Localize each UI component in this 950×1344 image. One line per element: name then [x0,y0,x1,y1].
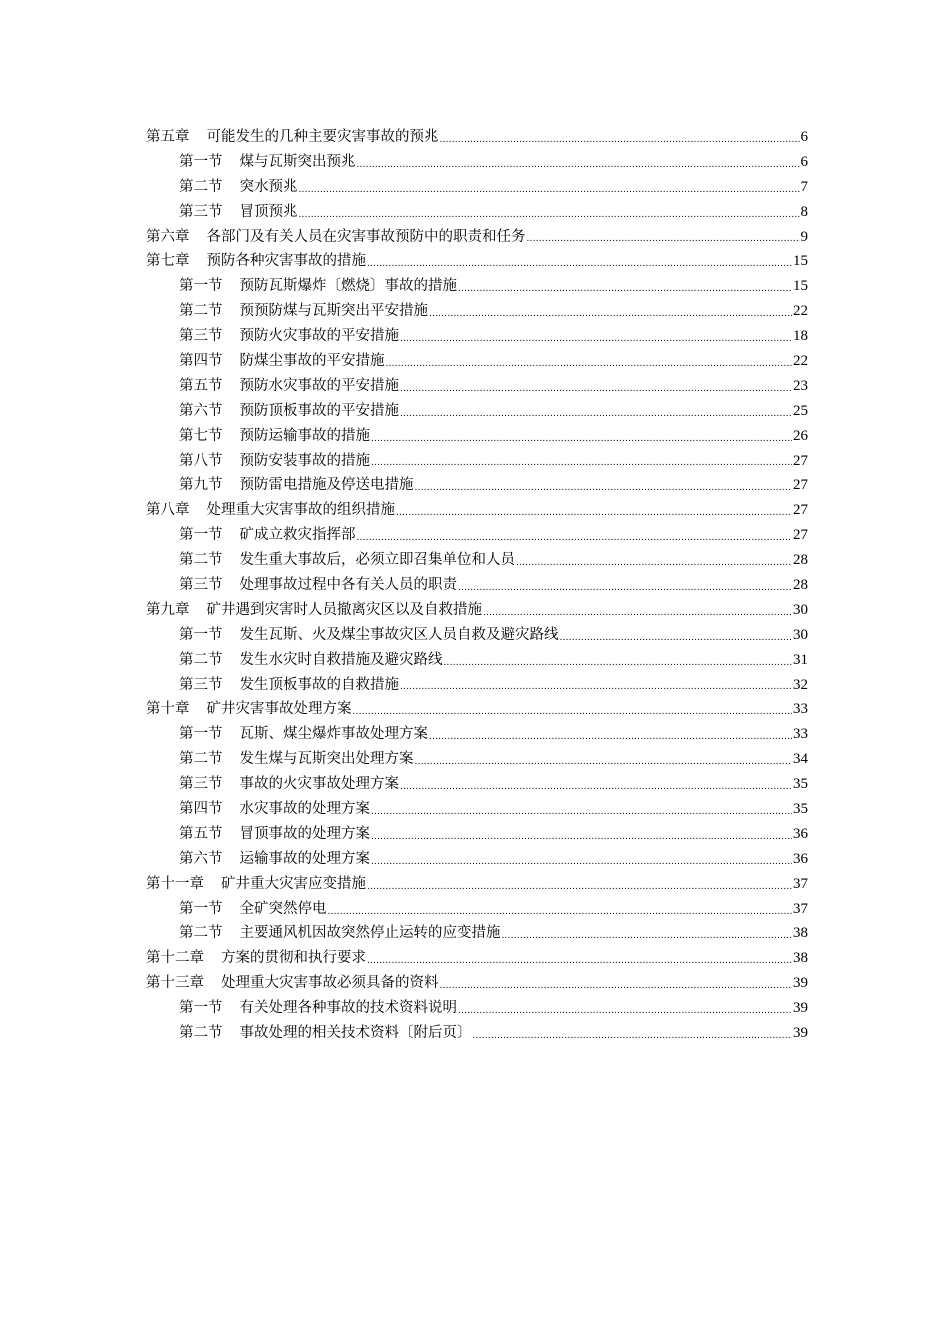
toc-page-number: 27 [793,527,808,544]
toc-page-number: 38 [793,925,808,942]
toc-dot-leader [371,453,792,473]
toc-dot-leader [400,379,792,399]
toc-entry-title: 预防雷电措施及停送电措施 [239,477,414,494]
toc-page-number: 18 [793,328,808,345]
toc-page-number: 39 [793,1025,808,1042]
toc-entry-title: 有关处理各种事故的技术资料说明 [239,1000,457,1017]
toc-section-entry[interactable] [146,772,808,797]
toc-section-entry[interactable] [146,523,808,548]
toc-entry-title: 矿井灾害事故处理方案 [206,701,352,718]
toc-dot-leader [560,628,793,648]
toc-entry-title: 发生水灾时自救措施及避灾路线 [239,651,443,668]
toc-entry-number: 第九节 [179,477,223,494]
toc-dot-leader [415,752,793,772]
toc-page-number: 34 [793,751,808,768]
toc-page-number: 15 [793,278,808,295]
toc-dot-leader [502,926,793,946]
toc-entry-title: 预防瓦斯爆炸〔燃烧〕事故的措施 [239,278,457,295]
toc-entry-title: 发生顶板事故的自救措施 [239,676,399,693]
toc-page-number: 35 [793,776,808,793]
toc-entry-title: 事故处理的相关技术资料〔附后页〕 [239,1025,472,1042]
toc-dot-leader [527,229,800,249]
toc-section-entry[interactable] [146,175,808,200]
toc-page-number: 25 [793,402,808,419]
toc-entry-number: 第七节 [179,427,223,444]
toc-page-number: 30 [793,626,808,643]
toc-entry-number: 第一节 [179,527,223,544]
toc-entry-title: 矿井重大灾害应变措施 [221,875,366,892]
toc-entry-number: 第三节 [179,676,223,693]
toc-dot-leader [458,578,792,598]
toc-entry-number: 第九章 [146,601,190,618]
toc-section-entry[interactable] [146,897,808,922]
toc-entry-number: 第二节 [179,178,223,195]
toc-section-entry[interactable] [146,722,808,747]
toc-entry-number: 第七章 [146,253,190,270]
toc-section-entry[interactable] [146,623,808,648]
toc-section-entry[interactable] [146,473,808,498]
toc-section-entry[interactable] [146,150,808,175]
toc-entry-title: 预防水灾事故的平安措施 [239,377,399,394]
toc-page-number: 35 [793,801,808,818]
toc-page-number: 22 [793,353,808,369]
toc-entry-title: 处理重大灾害事故的组织措施 [206,502,395,519]
toc-entry-number: 第一节 [179,1000,223,1017]
toc-entry-number: 第五节 [179,825,223,842]
toc-chapter-entry[interactable] [146,125,808,150]
toc-entry-title: 预防火灾事故的平安措施 [239,328,399,345]
toc-entry-title: 事故的火灾事故处理方案 [239,776,399,793]
toc-dot-leader [371,852,792,872]
toc-entry-title: 全矿突然停电 [239,900,327,917]
toc-entry-title: 预防运输事故的措施 [239,427,370,444]
toc-entry-title: 矿井遇到灾害时人员撤离灾区以及自救措施 [206,601,482,618]
toc-page-number: 7 [800,178,808,195]
toc-page-number: 8 [800,203,808,220]
toc-section-entry[interactable] [146,797,808,822]
toc-dot-leader [440,976,793,996]
toc-chapter-entry[interactable] [146,249,808,274]
toc-section-entry[interactable] [146,424,808,449]
toc-page-number: 22 [793,303,808,320]
toc-entry-number: 第十二章 [146,950,204,967]
toc-section-entry[interactable] [146,747,808,772]
toc-section-entry[interactable] [146,324,808,349]
toc-page-number: 39 [793,1000,808,1017]
toc-page-number: 6 [800,128,808,145]
toc-entry-number: 第一节 [179,278,223,295]
toc-section-entry[interactable] [146,673,808,698]
toc-section-entry[interactable] [146,349,808,374]
toc-chapter-entry[interactable] [146,498,808,523]
toc-dot-leader [396,503,792,523]
toc-page-number: 33 [793,701,808,718]
toc-page-number: 38 [793,950,808,967]
toc-section-entry[interactable] [146,648,808,673]
toc-section-entry[interactable] [146,1021,808,1046]
toc-section-entry[interactable] [146,299,808,324]
toc-entry-number: 第一节 [179,153,223,170]
toc-entry-title: 预防各种灾害事故的措施 [206,253,366,270]
toc-entry-title: 方案的贯彻和执行要求 [221,950,366,967]
toc-entry-number: 第二节 [179,751,223,768]
toc-entry-number: 第三节 [179,328,223,345]
toc-entry-title: 发生重大事故后，必须立即召集单位和人员 [239,552,515,569]
toc-entry-number: 第一节 [179,900,223,917]
toc-dot-leader [371,429,792,449]
toc-entry-number: 第二节 [179,552,223,569]
toc-entry-title: 突水预兆 [239,178,298,195]
toc-entry-number: 第六节 [179,850,223,867]
toc-dot-leader [400,777,792,797]
toc-page-number: 27 [793,502,808,519]
toc-page-number: 27 [793,477,808,494]
toc-page-number: 6 [800,153,808,170]
toc-dot-leader [371,802,792,822]
toc-page-number: 27 [793,452,808,469]
toc-dot-leader [473,1026,793,1046]
toc-entry-number: 第五节 [179,377,223,394]
toc-dot-leader [483,603,792,623]
toc-section-entry[interactable] [146,200,808,225]
toc-page-number: 37 [793,875,808,892]
toc-entry-number: 第四节 [179,353,223,369]
toc-dot-leader [516,553,792,573]
toc-section-entry[interactable] [146,399,808,424]
toc-dot-leader [367,951,792,971]
toc-dot-leader [299,205,800,225]
toc-entry-title: 冒顶事故的处理方案 [239,825,370,842]
toc-page-number: 9 [800,228,808,245]
toc-dot-leader [328,902,793,922]
toc-page-number: 36 [793,825,808,842]
toc-entry-title: 煤与瓦斯突出预兆 [239,153,356,170]
toc-entry-title: 矿成立救灾指挥部 [239,527,356,544]
toc-chapter-entry[interactable] [146,697,808,722]
toc-dot-leader [386,354,793,374]
toc-entry-title: 水灾事故的处理方案 [239,801,370,818]
toc-dot-leader [458,279,792,299]
toc-entry-number: 第六章 [146,228,190,245]
toc-entry-number: 第二节 [179,303,223,320]
toc-page-number: 33 [793,726,808,743]
toc-dot-leader [400,329,792,349]
toc-entry-title: 可能发生的几种主要灾害事故的预兆 [206,128,439,145]
toc-section-entry[interactable] [146,822,808,847]
toc-chapter-entry[interactable] [146,872,808,897]
toc-entry-number: 第四节 [179,801,223,818]
toc-entry-title: 各部门及有关人员在灾害事故预防中的职责和任务 [206,228,526,245]
toc-chapter-entry[interactable] [146,971,808,996]
toc-page-number: 28 [793,552,808,569]
toc-entry-number: 第三节 [179,776,223,793]
toc-section-entry[interactable] [146,573,808,598]
toc-dot-leader [429,727,792,747]
toc-entry-title: 处理事故过程中各有关人员的职责 [239,577,457,594]
toc-chapter-entry[interactable] [146,225,808,250]
toc-page-number: 32 [793,676,808,693]
toc-section-entry[interactable] [146,274,808,299]
toc-page-number: 30 [793,601,808,618]
toc-dot-leader [371,827,792,847]
toc-dot-leader [444,653,793,673]
toc-entry-title: 预预防煤与瓦斯突出平安措施 [239,303,428,320]
toc-entry-number: 第二节 [179,925,223,942]
toc-entry-title: 运输事故的处理方案 [239,850,370,867]
toc-entry-number: 第三节 [179,203,223,220]
toc-chapter-entry[interactable] [146,598,808,623]
toc-dot-leader [299,180,800,200]
toc-entry-title: 预防安装事故的措施 [239,452,370,469]
toc-entry-number: 第八章 [146,502,190,519]
toc-page-number: 15 [793,253,808,270]
toc-section-entry[interactable] [146,374,808,399]
toc-dot-leader [458,1001,792,1021]
toc-entry-title: 冒顶预兆 [239,203,298,220]
toc-entry-title: 发生瓦斯、火及煤尘事故灾区人员自救及避灾路线 [239,626,559,643]
toc-dot-leader [429,304,792,324]
toc-dot-leader [400,677,792,697]
toc-entry-number: 第六节 [179,402,223,419]
toc-entry-number: 第十一章 [146,875,204,892]
toc-entry-title: 瓦斯、煤尘爆炸事故处理方案 [239,726,428,743]
toc-section-entry[interactable] [146,922,808,947]
toc-dot-leader [400,404,792,424]
toc-section-entry[interactable] [146,996,808,1021]
table-of-contents [146,125,808,1046]
toc-entry-number: 第一节 [179,726,223,743]
toc-entry-title: 预防顶板事故的平安措施 [239,402,399,419]
toc-page-number: 28 [793,577,808,594]
toc-section-entry[interactable] [146,548,808,573]
toc-entry-title: 发生煤与瓦斯突出处理方案 [239,751,414,768]
toc-entry-title: 防煤尘事故的平安措施 [239,353,385,369]
toc-dot-leader [357,528,793,548]
toc-entry-number: 第三节 [179,577,223,594]
toc-entry-number: 第十章 [146,701,190,718]
toc-entry-number: 第一节 [179,626,223,643]
toc-entry-number: 第十三章 [146,975,204,992]
toc-page-number: 31 [793,651,808,668]
toc-entry-number: 第二节 [179,1025,223,1042]
toc-section-entry[interactable] [146,847,808,872]
toc-dot-leader [440,130,800,150]
toc-dot-leader [357,155,800,175]
toc-page-number: 36 [793,850,808,867]
toc-dot-leader [415,478,793,498]
toc-dot-leader [367,877,792,897]
toc-dot-leader [367,254,792,274]
toc-entry-title: 主要通风机因故突然停止运转的应变措施 [239,925,501,942]
toc-chapter-entry[interactable] [146,946,808,971]
toc-page-number: 39 [793,975,808,992]
toc-dot-leader [353,702,793,722]
toc-page-number: 37 [793,900,808,917]
toc-entry-number: 第八节 [179,452,223,469]
toc-entry-number: 第五章 [146,128,190,145]
toc-entry-number: 第二节 [179,651,223,668]
toc-page-number: 23 [793,377,808,394]
toc-entry-title: 处理重大灾害事故必须具备的资料 [221,975,439,992]
toc-section-entry[interactable] [146,449,808,474]
toc-page-number: 26 [793,427,808,444]
